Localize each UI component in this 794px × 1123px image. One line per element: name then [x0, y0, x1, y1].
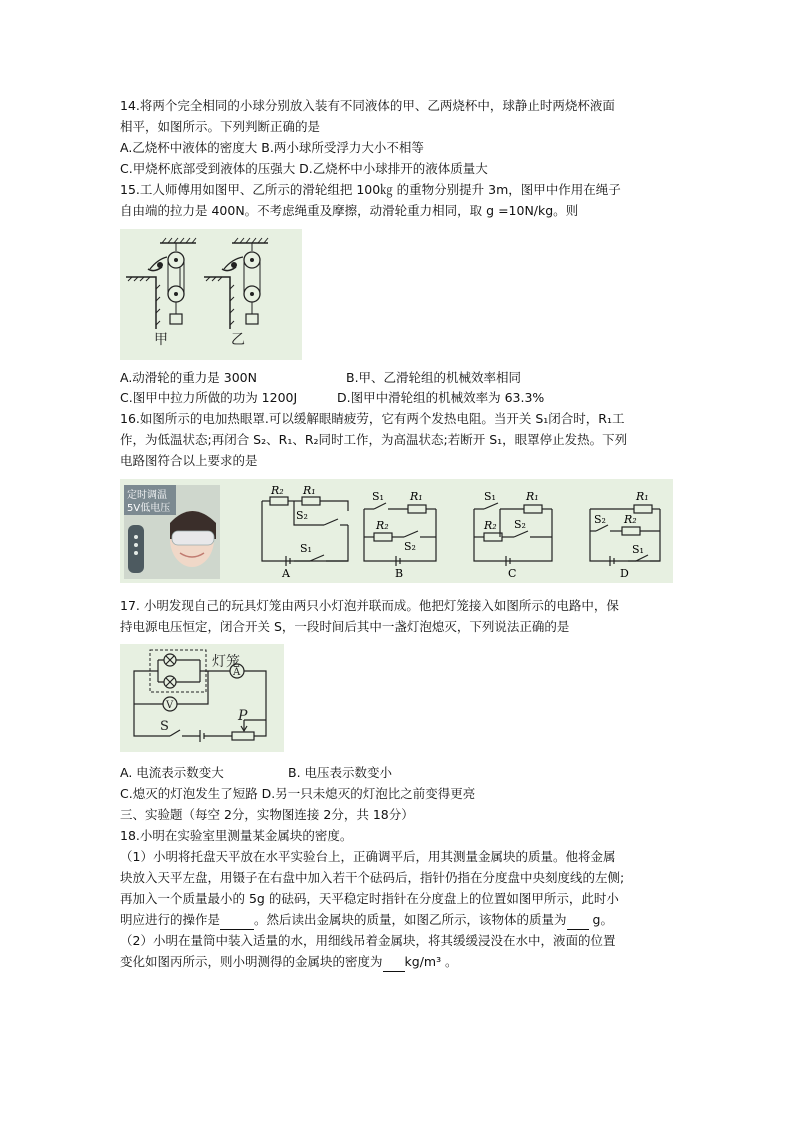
- circuit-a-s2-label: S₂: [296, 509, 308, 522]
- circuit-c-r2-label: R₂: [484, 519, 497, 532]
- figure-label-jia: 甲: [154, 332, 168, 348]
- circuit-b-s1-label: S₁: [372, 490, 384, 503]
- circuit-a-label: A: [282, 567, 290, 580]
- q17-option-cd: C.熄灭的灯泡发生了短路 D.另一只未熄灭的灯泡比之前变得更亮: [120, 786, 476, 801]
- q14-option-ab: A.乙烧杯中液体的密度大 B.两小球所受浮力大小不相等: [120, 140, 424, 155]
- q16-line2: 作，为低温状态;再闭合 S₂、R₁、R₂同时工作，为高温状态;若断开 S₁，眼罩停止发热。下列: [120, 432, 628, 447]
- q15-line2: 自由端的拉力是 400N。不考虑绳重及摩擦，动滑轮重力相同，取 g =10N/kg。则: [120, 203, 579, 218]
- switch-label: S: [160, 719, 169, 734]
- ammeter-label: A: [233, 667, 241, 678]
- q17-option-a: A. 电流表示数变大: [120, 765, 224, 780]
- slider-label: P: [238, 708, 248, 724]
- lantern-circuit-figure: [120, 644, 284, 752]
- answer-blank-operation[interactable]: [220, 911, 254, 930]
- circuit-b-r2-label: R₂: [376, 519, 389, 532]
- q15-option-c: C.图甲中拉力所做的功为 1200J: [120, 390, 298, 405]
- circuit-d-label: D: [620, 567, 629, 580]
- q17-option-b: B. 电压表示数变小: [288, 765, 393, 780]
- circuit-d-r1-label: R₁: [636, 490, 649, 503]
- q17-line1: 17. 小明发现自己的玩具灯笼由两只小灯泡并联而成。他把灯笼接入如图所示的电路中，保: [120, 598, 619, 613]
- q15-option-a: A.动滑轮的重力是 300N: [120, 370, 257, 385]
- q15-line1: 15.工人师傅用如图甲、乙所示的滑轮组把 100㎏ 的重物分别提升 3m，图甲中作用在绳子: [120, 182, 621, 197]
- circuit-c-r1-label: R₁: [526, 490, 539, 503]
- circuit-options-figure: [120, 479, 673, 583]
- figure-label-yi: 乙: [231, 332, 245, 348]
- photo-caption-voltage: 5V低电压: [127, 503, 171, 514]
- circuit-d-s2-label: S₂: [594, 513, 606, 526]
- q17-line2: 持电源电压恒定，闭合开关 S，一段时间后其中一盏灯泡熄灭，下列说法正确的是: [120, 619, 570, 634]
- circuit-a-r1-label: R₁: [303, 484, 316, 497]
- q18-intro: 18.小明在实验室里测量某金属块的密度。: [120, 828, 353, 843]
- q18-part1-line4: [120, 911, 613, 930]
- answer-blank-mass[interactable]: [567, 911, 589, 930]
- q14-line1: 14.将两个完全相同的小球分别放入装有不同液体的甲、乙两烧杯中，球静止时两烧杯液面: [120, 98, 615, 113]
- pulley-figure: [120, 229, 302, 360]
- circuit-c-s1-label: S₁: [484, 490, 496, 503]
- circuit-c-s2-label: S₂: [514, 518, 526, 531]
- q18-part1-text-c: g。: [588, 912, 613, 927]
- q15-option-d: D.图甲中滑轮组的机械效率为 63.3%: [337, 390, 545, 405]
- circuit-a-s1-label: S₁: [300, 542, 312, 555]
- q18-part1-line3: 再加入一个质量最小的 5g 的砝码，天平稳定时指针在分度盘上的位置如图甲所示，此时小: [120, 891, 619, 906]
- q18-part2-line1: （2）小明在量筒中装入适量的水，用细线吊着金属块，将其缓缓浸没在水中，液面的位置: [120, 933, 616, 948]
- q18-part1-line2: 块放入天平左盘，用镊子在右盘中加入若干个砝码后，指针仍指在分度盘中央刻度线的左侧;: [120, 870, 625, 885]
- circuit-b-s2-label: S₂: [404, 540, 416, 553]
- lantern-label: 灯笼: [212, 654, 240, 670]
- answer-blank-density[interactable]: [383, 953, 405, 972]
- q18-part2-text-b: kg/m³ 。: [404, 954, 458, 969]
- q18-part1-text-b: 。然后读出金属块的质量，如图乙所示，该物体的质量为: [254, 912, 567, 927]
- q18-part1-line1: （1）小明将托盘天平放在水平实验台上，正确调平后，用其测量金属块的质量。他将金属: [120, 849, 616, 864]
- q18-part1-text-a: 明应进行的操作是: [120, 912, 221, 927]
- q16-line1: 16.如图所示的电加热眼罩.可以缓解眼睛疲劳，它有两个发热电阻。当开关 S₁闭合时，R₁工: [120, 411, 625, 426]
- photo-caption-timer: 定时调温: [127, 490, 167, 501]
- circuit-options-diagram: [120, 479, 673, 583]
- q16-line3: 电路图符合以上要求的是: [120, 453, 258, 468]
- circuit-b-label: B: [395, 567, 404, 580]
- circuit-d-s1-label: S₁: [632, 543, 644, 556]
- q15-option-b: B.甲、乙滑轮组的机械效率相同: [346, 370, 522, 385]
- circuit-c-label: C: [508, 567, 517, 580]
- lantern-circuit-diagram: [120, 644, 284, 752]
- circuit-d-r2-label: R₂: [624, 513, 637, 526]
- q14-option-cd: C.甲烧杯底部受到液体的压强大 D.乙烧杯中小球排开的液体质量大: [120, 161, 488, 176]
- q14-line2: 相平，如图所示。下列判断正确的是: [120, 119, 321, 134]
- q18-part2-line2: [120, 953, 458, 972]
- section-experiment-title: 三、实验题（每空 2分，实物图连接 2分，共 18分）: [120, 807, 414, 822]
- pulley-diagram: [120, 229, 302, 360]
- voltmeter-label: V: [166, 700, 174, 711]
- circuit-b-r1-label: R₁: [410, 490, 423, 503]
- circuit-a-r2-label: R₂: [271, 484, 284, 497]
- q18-part2-text-a: 变化如图丙所示，则小明测得的金属块的密度为: [120, 954, 383, 969]
